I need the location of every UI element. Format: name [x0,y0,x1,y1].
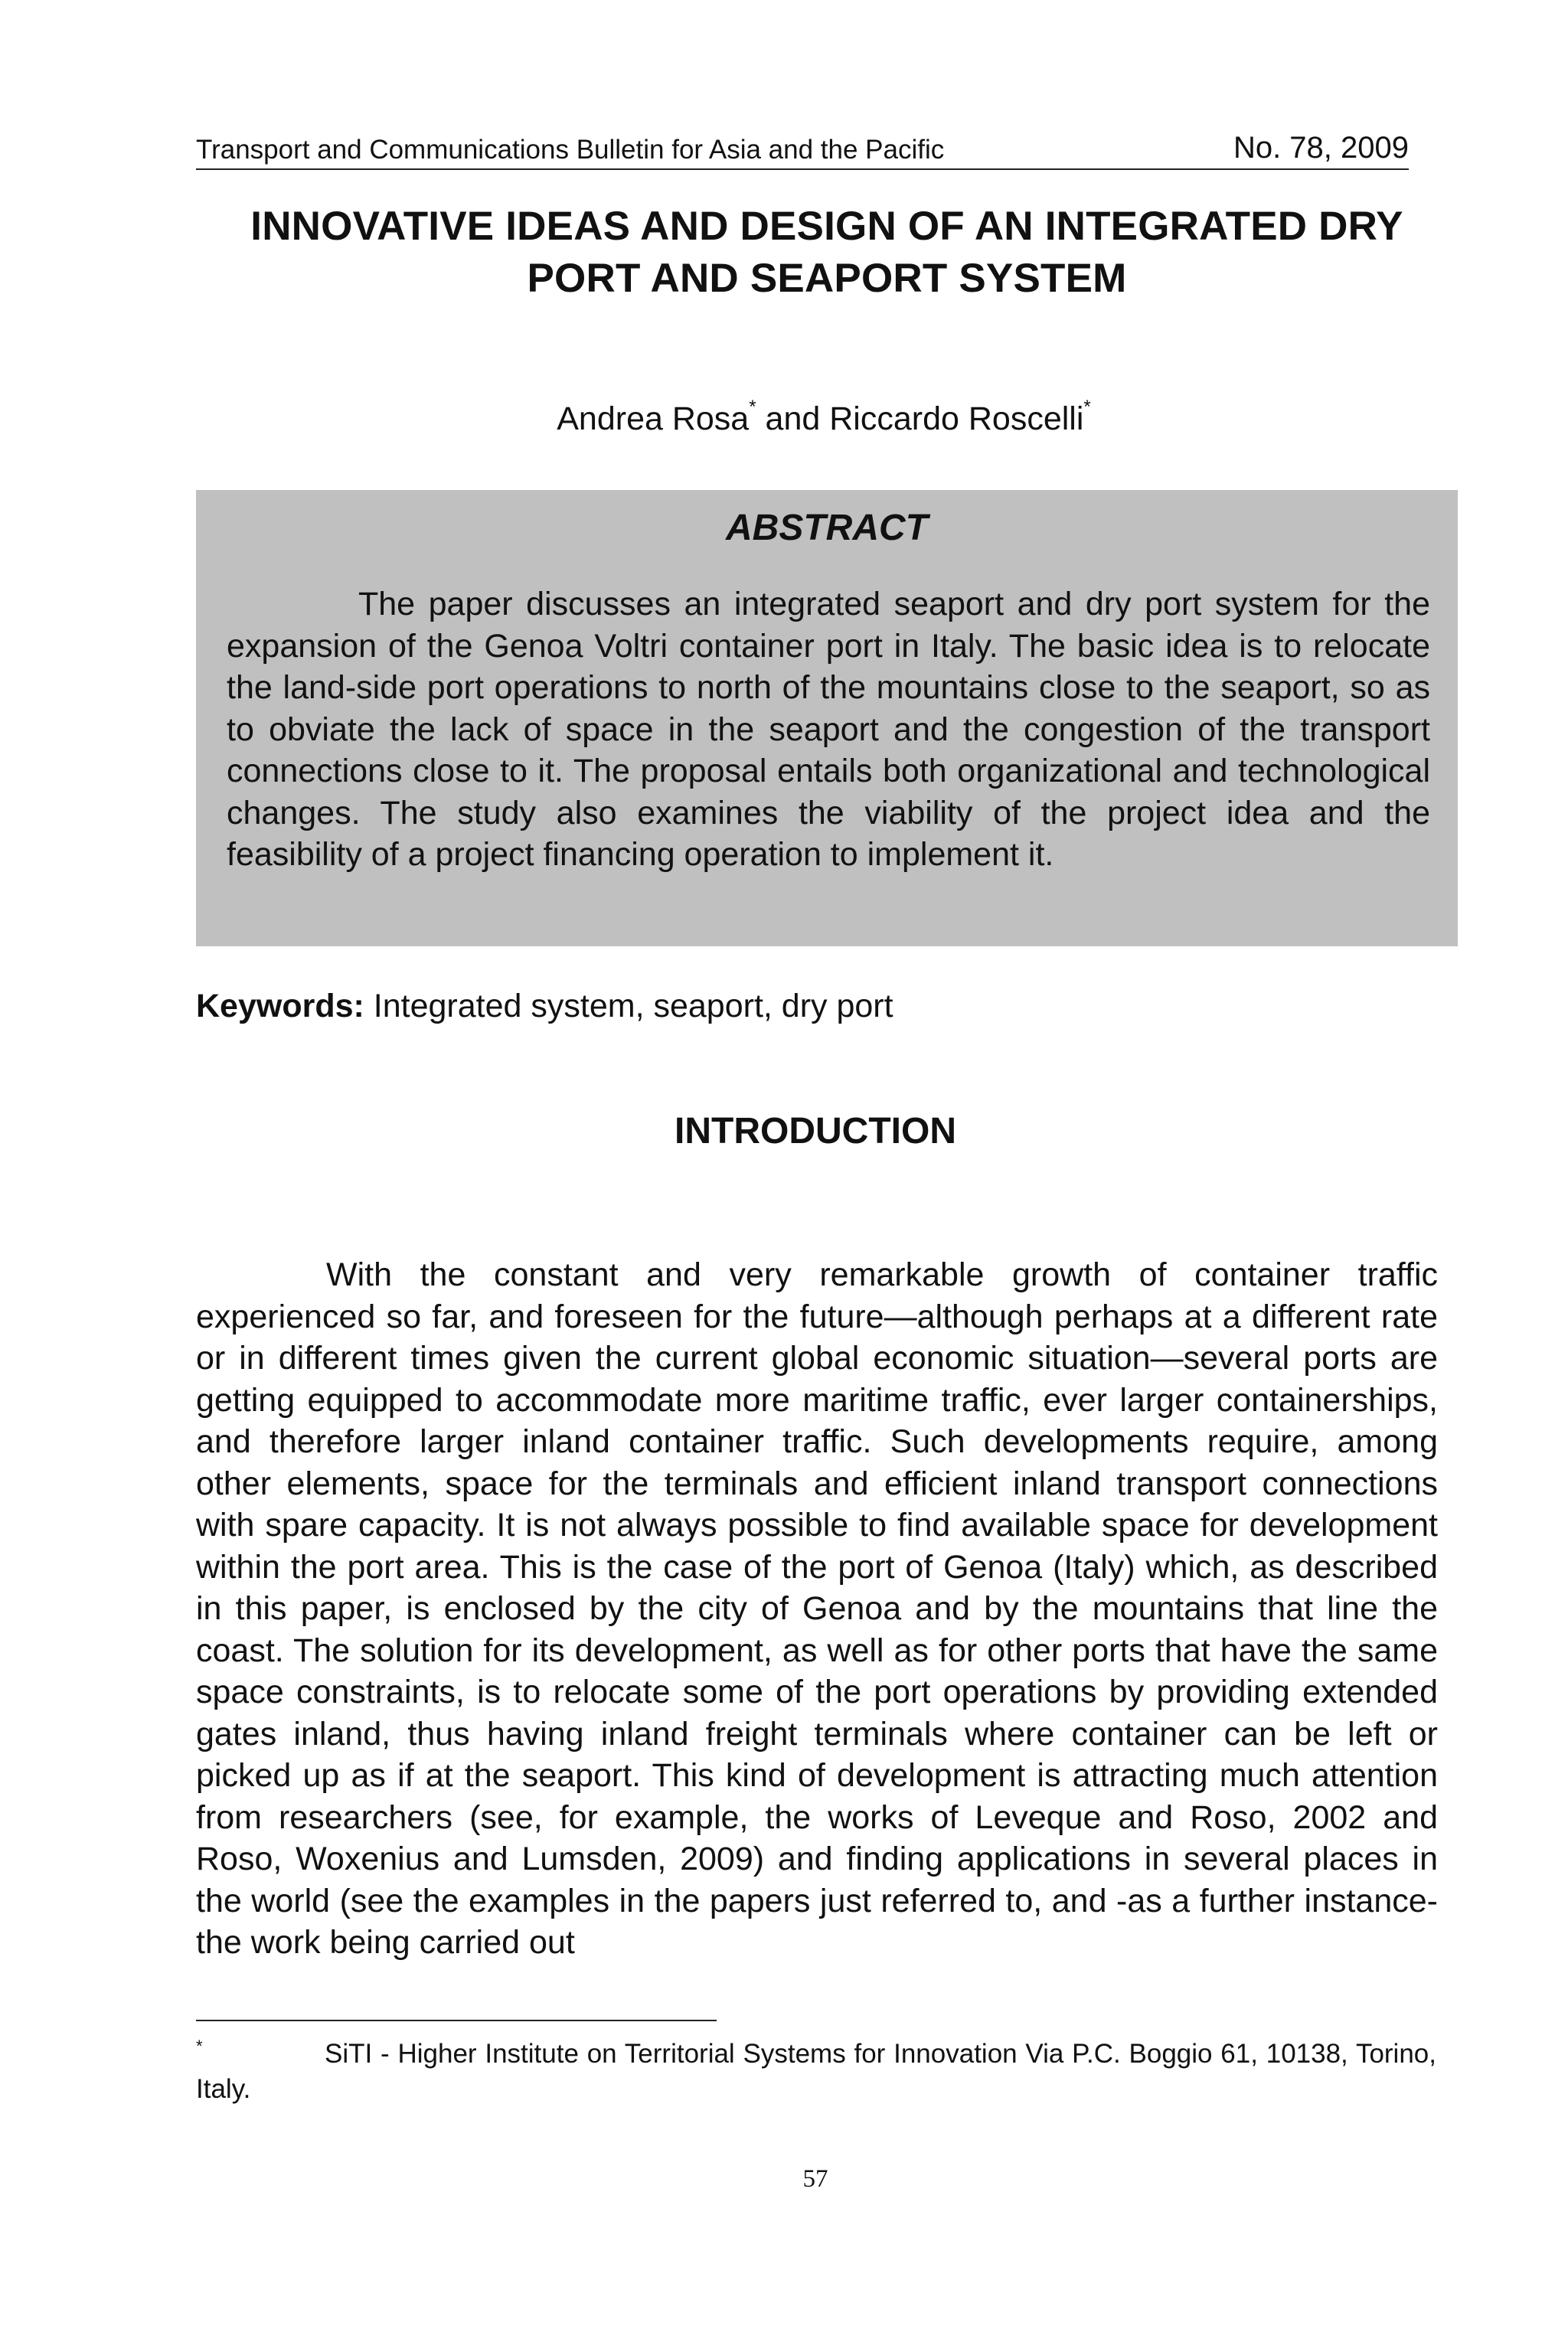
author-line [196,397,1452,438]
abstract-text: The paper discusses an integrated seaport and dry port system for the expansion of the Genoa Voltri container port in Italy. The basic idea is to relocate the land-side port operations to north of the mountains close to the seaport, so as to obviate the lack of space in the seaport and the congestion of the transport connections close to it. The proposal entails both organizational and technological changes. The study also examines the viability of the project idea and the feasibility of a project financing operation to implement it. [227,586,1430,873]
author-1-marker: * [749,397,756,417]
footnote-marker: * [196,2037,203,2056]
author-2: Riccardo Roscelli [829,400,1084,437]
author-connector: and [765,400,821,437]
title-line-1: INNOVATIVE IDEAS AND DESIGN OF AN INTEGRATED DRY [250,204,1403,249]
abstract-heading: ABSTRACT [726,508,928,548]
introduction-heading: INTRODUCTION [675,1111,956,1152]
author-1: Andrea Rosa [557,400,750,437]
paper-title [168,201,1485,305]
footnote-divider [196,2020,717,2021]
page-number: 57 [802,2165,828,2193]
issue-number: No. 78, 2009 [1233,131,1409,165]
keywords-line [196,988,893,1025]
running-header [196,129,1409,170]
footnote [196,2037,1436,2107]
abstract-box [196,490,1458,946]
introduction-paragraph: With the constant and very remarkable growth of container traffic experienced so far, and foreseen for the future—although perhaps at a different rate or in different times given the current global economic situation—several ports are getting equipped to accommodate more maritime traffic, ever larger containerships, and therefore larger inland container traffic. Such developments require, among other elements, space for the terminals and efficient inland transport connections with spare capacity. It is not always possible to find available space for development within the port area. This is the case of the port of Genoa (Italy) which, as described in this paper, is enclosed by the city of Genoa and by the mountains that line the coast. The solution for its development, as well as for other ports that have the same space constraints, is to relocate some of the port operations by providing extended gates inland, thus having inland freight terminals where container can be left or picked up as if at the seaport. This kind of development is attracting much attention from researchers (see, for example, the works of Leveque and Roso, 2002 and Roso, Woxenius and Lumsden, 2009) and finding applications in several places in the world (see the examples in the papers just referred to, and -as a further instance- the work being carried out [196,1256,1438,1961]
journal-name: Transport and Communications Bulletin for Asia and the Pacific [196,135,945,165]
title-line-2: PORT AND SEAPORT SYSTEM [527,256,1127,301]
keywords-value: Integrated system, seaport, dry port [373,988,893,1024]
keywords-label: Keywords: [196,988,364,1024]
footnote-text: SiTI - Higher Institute on Territorial Systems for Innovation Via P.C. Boggio 61, 10138, Torino, Italy. [196,2039,1436,2104]
author-2-marker: * [1083,397,1091,417]
